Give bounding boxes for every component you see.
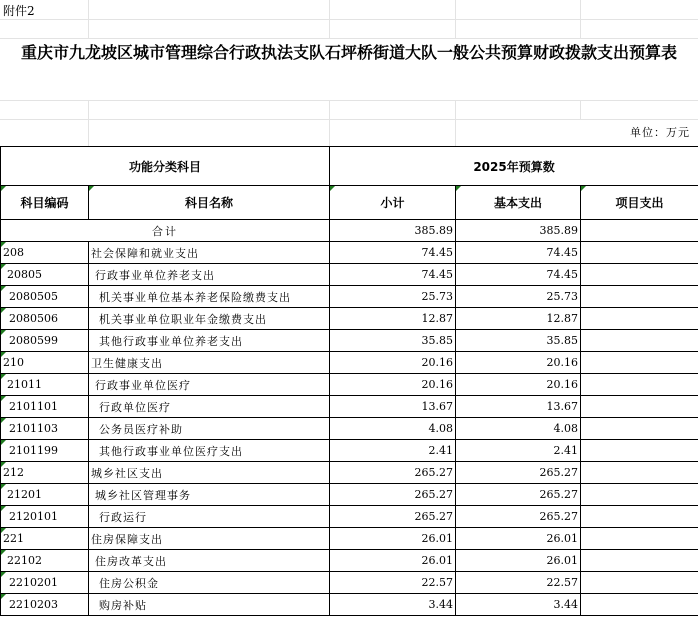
- basic-cell[interactable]: 35.85: [456, 330, 581, 352]
- header-row-sub: [1, 186, 698, 220]
- basic-cell[interactable]: 265.27: [456, 484, 581, 506]
- project-cell[interactable]: [581, 286, 698, 308]
- basic-cell[interactable]: 26.01: [456, 528, 581, 550]
- table-row: [1, 308, 698, 330]
- total-basic-cell[interactable]: 385.89: [456, 220, 581, 242]
- subtotal-cell[interactable]: 265.27: [330, 462, 456, 484]
- project-cell[interactable]: [581, 572, 698, 594]
- project-cell[interactable]: [581, 242, 698, 264]
- name-cell[interactable]: 行政单位医疗: [89, 396, 330, 418]
- subtotal-cell[interactable]: 12.87: [330, 308, 456, 330]
- code-cell[interactable]: 208: [1, 242, 89, 264]
- basic-cell[interactable]: 265.27: [456, 506, 581, 528]
- project-cell[interactable]: [581, 374, 698, 396]
- table-row: [1, 440, 698, 462]
- code-cell[interactable]: 2080505: [1, 286, 89, 308]
- code-cell[interactable]: 212: [1, 462, 89, 484]
- project-cell[interactable]: [581, 484, 698, 506]
- basic-cell[interactable]: 22.57: [456, 572, 581, 594]
- unit-label: 单位：万元: [630, 126, 690, 139]
- total-project-cell[interactable]: [581, 220, 698, 242]
- table-row: [1, 572, 698, 594]
- subtotal-cell[interactable]: 74.45: [330, 264, 456, 286]
- table-row: [1, 242, 698, 264]
- name-cell[interactable]: 其他行政事业单位医疗支出: [89, 440, 330, 462]
- page-title: 重庆市九龙坡区城市管理综合行政执法支队石坪桥街道大队一般公共预算财政拨款支出预算表: [20, 43, 677, 62]
- table-row: [1, 396, 698, 418]
- basic-cell[interactable]: 13.67: [456, 396, 581, 418]
- name-cell[interactable]: 行政事业单位养老支出: [89, 264, 330, 286]
- budget-table: [0, 146, 698, 616]
- code-cell[interactable]: 210: [1, 352, 89, 374]
- subtotal-cell[interactable]: 35.85: [330, 330, 456, 352]
- basic-cell[interactable]: 20.16: [456, 352, 581, 374]
- name-cell[interactable]: 购房补贴: [89, 594, 330, 616]
- header-code[interactable]: 科目编码: [1, 186, 89, 220]
- project-cell[interactable]: [581, 330, 698, 352]
- project-cell[interactable]: [581, 308, 698, 330]
- table-row: [1, 418, 698, 440]
- subtotal-cell[interactable]: 74.45: [330, 242, 456, 264]
- code-cell[interactable]: 2210203: [1, 594, 89, 616]
- basic-cell[interactable]: 4.08: [456, 418, 581, 440]
- project-cell[interactable]: [581, 418, 698, 440]
- basic-cell[interactable]: 26.01: [456, 550, 581, 572]
- subtotal-cell[interactable]: 20.16: [330, 352, 456, 374]
- table-row: [1, 352, 698, 374]
- code-cell[interactable]: 21201: [1, 484, 89, 506]
- table-row: [1, 484, 698, 506]
- subtotal-cell[interactable]: 265.27: [330, 506, 456, 528]
- project-cell[interactable]: [581, 528, 698, 550]
- project-cell[interactable]: [581, 506, 698, 528]
- subtotal-cell[interactable]: 265.27: [330, 484, 456, 506]
- header-basic[interactable]: 基本支出: [456, 186, 581, 220]
- basic-cell[interactable]: 74.45: [456, 264, 581, 286]
- name-cell[interactable]: 卫生健康支出: [89, 352, 330, 374]
- basic-cell[interactable]: 12.87: [456, 308, 581, 330]
- subtotal-cell[interactable]: 3.44: [330, 594, 456, 616]
- name-cell[interactable]: 行政运行: [89, 506, 330, 528]
- project-cell[interactable]: [581, 594, 698, 616]
- header-row-top: [1, 147, 698, 186]
- name-cell[interactable]: 社会保障和就业支出: [89, 242, 330, 264]
- attachment-label: 附件2: [3, 4, 35, 18]
- name-cell[interactable]: 行政事业单位医疗: [89, 374, 330, 396]
- project-cell[interactable]: [581, 462, 698, 484]
- code-cell[interactable]: 22102: [1, 550, 89, 572]
- code-cell[interactable]: 2080506: [1, 308, 89, 330]
- name-cell[interactable]: 城乡社区管理事务: [89, 484, 330, 506]
- name-cell[interactable]: 住房保障支出: [89, 528, 330, 550]
- table-row: [1, 264, 698, 286]
- basic-cell[interactable]: 3.44: [456, 594, 581, 616]
- table-row: [1, 550, 698, 572]
- subtotal-cell[interactable]: 26.01: [330, 528, 456, 550]
- total-subtotal-cell[interactable]: 385.89: [330, 220, 456, 242]
- project-cell[interactable]: [581, 264, 698, 286]
- project-cell[interactable]: [581, 352, 698, 374]
- header-budget-year[interactable]: 2025年预算数: [330, 147, 698, 186]
- code-cell[interactable]: 20805: [1, 264, 89, 286]
- name-cell[interactable]: 住房改革支出: [89, 550, 330, 572]
- table-row: [1, 528, 698, 550]
- table-row: [1, 594, 698, 616]
- code-cell[interactable]: 21011: [1, 374, 89, 396]
- code-cell[interactable]: 2120101: [1, 506, 89, 528]
- code-cell[interactable]: 2210201: [1, 572, 89, 594]
- code-cell[interactable]: 2101199: [1, 440, 89, 462]
- basic-cell[interactable]: 265.27: [456, 462, 581, 484]
- table-row: [1, 330, 698, 352]
- basic-cell[interactable]: 25.73: [456, 286, 581, 308]
- background-gridlines: [0, 0, 698, 146]
- subtotal-cell[interactable]: 25.73: [330, 286, 456, 308]
- total-row: [1, 220, 698, 242]
- name-cell[interactable]: 城乡社区支出: [89, 462, 330, 484]
- code-cell[interactable]: 2080599: [1, 330, 89, 352]
- subtotal-cell[interactable]: 20.16: [330, 374, 456, 396]
- project-cell[interactable]: [581, 440, 698, 462]
- table-row: [1, 374, 698, 396]
- subtotal-cell[interactable]: 4.08: [330, 418, 456, 440]
- subtotal-cell[interactable]: 26.01: [330, 550, 456, 572]
- subtotal-cell[interactable]: 22.57: [330, 572, 456, 594]
- header-functional-category[interactable]: 功能分类科目: [1, 147, 330, 186]
- code-cell[interactable]: 2101103: [1, 418, 89, 440]
- name-cell[interactable]: 住房公积金: [89, 572, 330, 594]
- name-cell[interactable]: 其他行政事业单位养老支出: [89, 330, 330, 352]
- code-cell[interactable]: 2101101: [1, 396, 89, 418]
- name-cell[interactable]: 机关事业单位基本养老保险缴费支出: [89, 286, 330, 308]
- table-row: [1, 462, 698, 484]
- basic-cell[interactable]: 2.41: [456, 440, 581, 462]
- header-project[interactable]: 项目支出: [581, 186, 698, 220]
- name-cell[interactable]: 机关事业单位职业年金缴费支出: [89, 308, 330, 330]
- table-row: [1, 506, 698, 528]
- project-cell[interactable]: [581, 396, 698, 418]
- subtotal-cell[interactable]: 2.41: [330, 440, 456, 462]
- project-cell[interactable]: [581, 550, 698, 572]
- basic-cell[interactable]: 20.16: [456, 374, 581, 396]
- subtotal-cell[interactable]: 13.67: [330, 396, 456, 418]
- table-row: [1, 286, 698, 308]
- total-label-cell[interactable]: 合计: [1, 220, 330, 242]
- header-name[interactable]: 科目名称: [89, 186, 330, 220]
- header-subtotal[interactable]: 小计: [330, 186, 456, 220]
- code-cell[interactable]: 221: [1, 528, 89, 550]
- basic-cell[interactable]: 74.45: [456, 242, 581, 264]
- name-cell[interactable]: 公务员医疗补助: [89, 418, 330, 440]
